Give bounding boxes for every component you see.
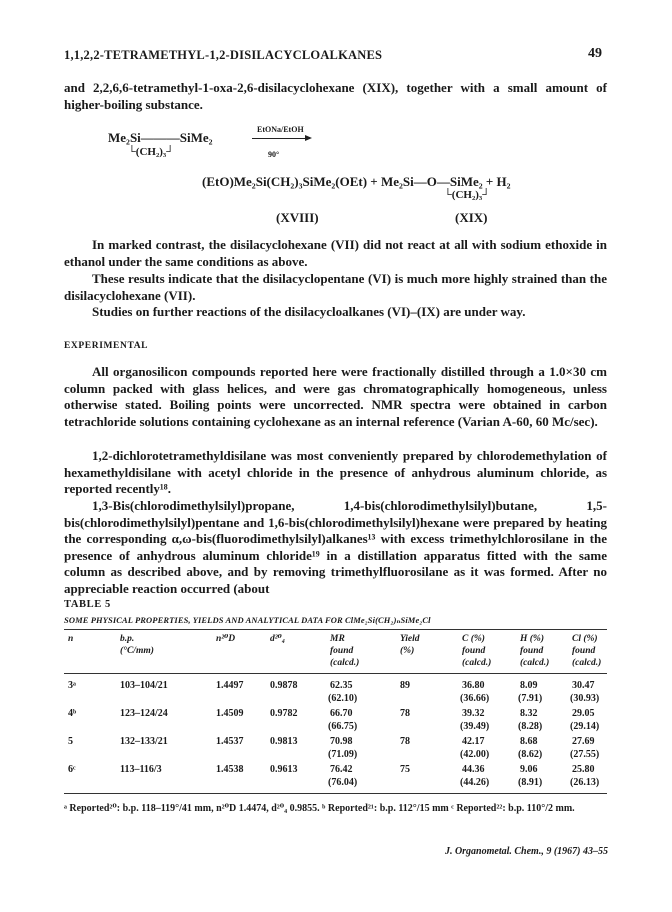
table-cell-mr_calc: (66.75) bbox=[328, 721, 358, 732]
table-caption: SOME PHYSICAL PROPERTIES, YIELDS AND ANALYTICAL DATA FOR ClMe₂Si(CH₂)ₙSiMe₂Cl bbox=[64, 615, 431, 625]
experimental-paragraph-2: 1,2-dichlorotetramethyldisilane was most conveniently prepared by chlorodemethylation of hexamethyldisilane with acetyl chloride in the presence of anhydrous aluminum chloride, as reported recently¹⁸. bbox=[64, 448, 607, 497]
product-label-xix: (XIX) bbox=[455, 210, 488, 225]
table-cell-nd: 1.4537 bbox=[216, 736, 244, 747]
product-ring: └(CH₂)₃┘ bbox=[444, 189, 491, 201]
table-cell-mr: 70.98 bbox=[330, 736, 353, 747]
table-cell-mr: 62.35 bbox=[330, 680, 353, 691]
reaction-arrow bbox=[252, 138, 310, 139]
section-heading: EXPERIMENTAL bbox=[64, 341, 149, 351]
running-title: 1,1,2,2-TETRAMETHYL-1,2-DISILACYCLOALKANES bbox=[64, 48, 383, 62]
table-cell-d: 0.9613 bbox=[270, 764, 298, 775]
table-label: TABLE 5 bbox=[64, 599, 111, 610]
table-cell-mr_calc: (71.09) bbox=[328, 749, 358, 760]
table-cell-mr: 66.70 bbox=[330, 708, 353, 719]
table-cell-h: 8.68 bbox=[520, 736, 538, 747]
table-cell-h_calc: (8.91) bbox=[518, 777, 543, 788]
table-cell-c: 42.17 bbox=[462, 736, 485, 747]
table-cell-h_calc: (8.62) bbox=[518, 749, 543, 760]
page-number: 49 bbox=[588, 46, 602, 61]
table-cell-c_calc: (36.66) bbox=[460, 693, 490, 704]
table-cell-c_calc: (44.26) bbox=[460, 777, 490, 788]
table-top-rule bbox=[64, 629, 607, 630]
table-cell-nd: 1.4497 bbox=[216, 680, 244, 691]
column-header: C (%) found (calcd.) bbox=[462, 634, 492, 668]
table-cell-cl: 27.69 bbox=[572, 736, 595, 747]
table-cell-bp: 103–104/21 bbox=[120, 680, 168, 691]
table-cell-mr_calc: (76.04) bbox=[328, 777, 358, 788]
column-header: n²⁰D bbox=[216, 634, 236, 644]
paragraph-further-studies: Studies on further reactions of the disilacycloalkanes (VI)–(IX) are under way. bbox=[92, 304, 526, 319]
table-cell-n: 5 bbox=[68, 736, 73, 747]
table-cell-cl: 29.05 bbox=[572, 708, 595, 719]
table-cell-yield: 89 bbox=[400, 680, 410, 691]
table-cell-c: 36.80 bbox=[462, 680, 485, 691]
table-cell-n: 4ᵇ bbox=[68, 708, 77, 719]
column-header: MR found (calcd.) bbox=[330, 634, 360, 668]
reagent-label: EtONa/EtOH bbox=[257, 125, 304, 134]
table-cell-cl: 25.80 bbox=[572, 764, 595, 775]
table-cell-yield: 78 bbox=[400, 708, 410, 719]
reactant-formula: Me₂Si———SiMe₂ bbox=[108, 130, 213, 145]
intro-paragraph: and 2,2,6,6-tetramethyl-1-oxa-2,6-disilacyclohexane (XIX), together with a small amount of higher-boiling substance. bbox=[64, 80, 607, 112]
table-cell-c: 44.36 bbox=[462, 764, 485, 775]
table-cell-cl_calc: (26.13) bbox=[570, 777, 600, 788]
table-cell-d: 0.9813 bbox=[270, 736, 298, 747]
journal-citation: J. Organometal. Chem., 9 (1967) 43–55 bbox=[444, 846, 608, 857]
table-cell-h: 8.32 bbox=[520, 708, 538, 719]
table-cell-c: 39.32 bbox=[462, 708, 485, 719]
table-header-rule bbox=[64, 673, 607, 674]
table-cell-yield: 78 bbox=[400, 736, 410, 747]
column-header: Cl (%) found (calcd.) bbox=[572, 634, 602, 668]
table-cell-nd: 1.4509 bbox=[216, 708, 244, 719]
table-cell-bp: 123–124/24 bbox=[120, 708, 168, 719]
table-cell-h_calc: (7.91) bbox=[518, 693, 543, 704]
paragraph-strain: These results indicate that the disilacyclopentane (VI) is much more highly strained than the disilacyclohexane (VII). bbox=[64, 271, 607, 303]
paragraph-contrast: In marked contrast, the disilacyclohexane (VII) did not react at all with sodium ethoxide in ethanol under the same conditions as above. bbox=[64, 237, 607, 269]
table-bottom-rule bbox=[64, 793, 607, 794]
reactant-ring: └(CH₂)₃┘ bbox=[128, 146, 175, 158]
table-cell-bp: 132–133/21 bbox=[120, 736, 168, 747]
temperature-label: 90° bbox=[268, 150, 280, 159]
table-cell-bp: 113–116/3 bbox=[120, 764, 162, 775]
table-cell-h: 9.06 bbox=[520, 764, 538, 775]
table-cell-mr: 76.42 bbox=[330, 764, 353, 775]
table-cell-c_calc: (42.00) bbox=[460, 749, 490, 760]
table-cell-cl_calc: (30.93) bbox=[570, 693, 600, 704]
column-header: H (%) found (calcd.) bbox=[520, 634, 550, 668]
column-header: n bbox=[68, 634, 74, 644]
column-header: d²⁰₄ bbox=[270, 634, 286, 644]
table-cell-h_calc: (8.28) bbox=[518, 721, 543, 732]
experimental-paragraph-1: All organosilicon compounds reported here were fractionally distilled through a 1.0×30 cm column packed with glass helices, and were gas chromatographically homogeneous, unless otherwise stated. Boiling points were uncorrected. NMR spectra were obtained in carbon tetrachloride solutions containing cyclohexane as an internal reference (Varian A-60, 60 Mc/sec). bbox=[64, 364, 607, 429]
table-cell-c_calc: (39.49) bbox=[460, 721, 490, 732]
table-cell-h: 8.09 bbox=[520, 680, 538, 691]
table-cell-d: 0.9878 bbox=[270, 680, 298, 691]
table-cell-cl: 30.47 bbox=[572, 680, 595, 691]
product-formula: (EtO)Me₂Si(CH₂)₃SiMe₂(OEt) + Me₂Si—O—SiMe₂ + H₂ bbox=[202, 174, 511, 189]
table-cell-d: 0.9782 bbox=[270, 708, 298, 719]
table-cell-n: 3ᵃ bbox=[68, 680, 76, 691]
table-footnote: ᵃ Reported²⁰: b.p. 118–119°/41 mm, n²⁰D 1.4474, d²⁰₄ 0.9855. ᵇ Reported²¹: b.p. 112°/15 mm ᶜ Reported²²: b.p. 110°/2 mm. bbox=[64, 803, 575, 814]
table-cell-cl_calc: (27.55) bbox=[570, 749, 600, 760]
column-header: Yield (%) bbox=[400, 634, 420, 656]
table-cell-yield: 75 bbox=[400, 764, 410, 775]
table-cell-mr_calc: (62.10) bbox=[328, 693, 358, 704]
experimental-paragraph-3: 1,3-Bis(chlorodimethylsilyl)propane, 1,4-bis(chlorodimethylsilyl)butane, 1,5-bis(chlorodimethylsilyl)pentane and 1,6-bis(chlorodimethylsilyl)hexane were prepared by heating the corresponding α,ω-bis(fluorodimethylsilyl)alkanes¹³ with excess trimethylchlorosilane in the presence of anhydrous aluminum chloride¹⁹ in a distillation apparatus fitted with the same column as described above, and by removing trimethylfluorosilane as it was formed. After no appreciable reaction occurred (about bbox=[64, 498, 607, 596]
product-label-xviii: (XVIII) bbox=[276, 210, 319, 225]
table-cell-n: 6ᶜ bbox=[68, 764, 76, 775]
table-cell-nd: 1.4538 bbox=[216, 764, 244, 775]
table-cell-cl_calc: (29.14) bbox=[570, 721, 600, 732]
column-header: b.p. (°C/mm) bbox=[120, 634, 154, 656]
